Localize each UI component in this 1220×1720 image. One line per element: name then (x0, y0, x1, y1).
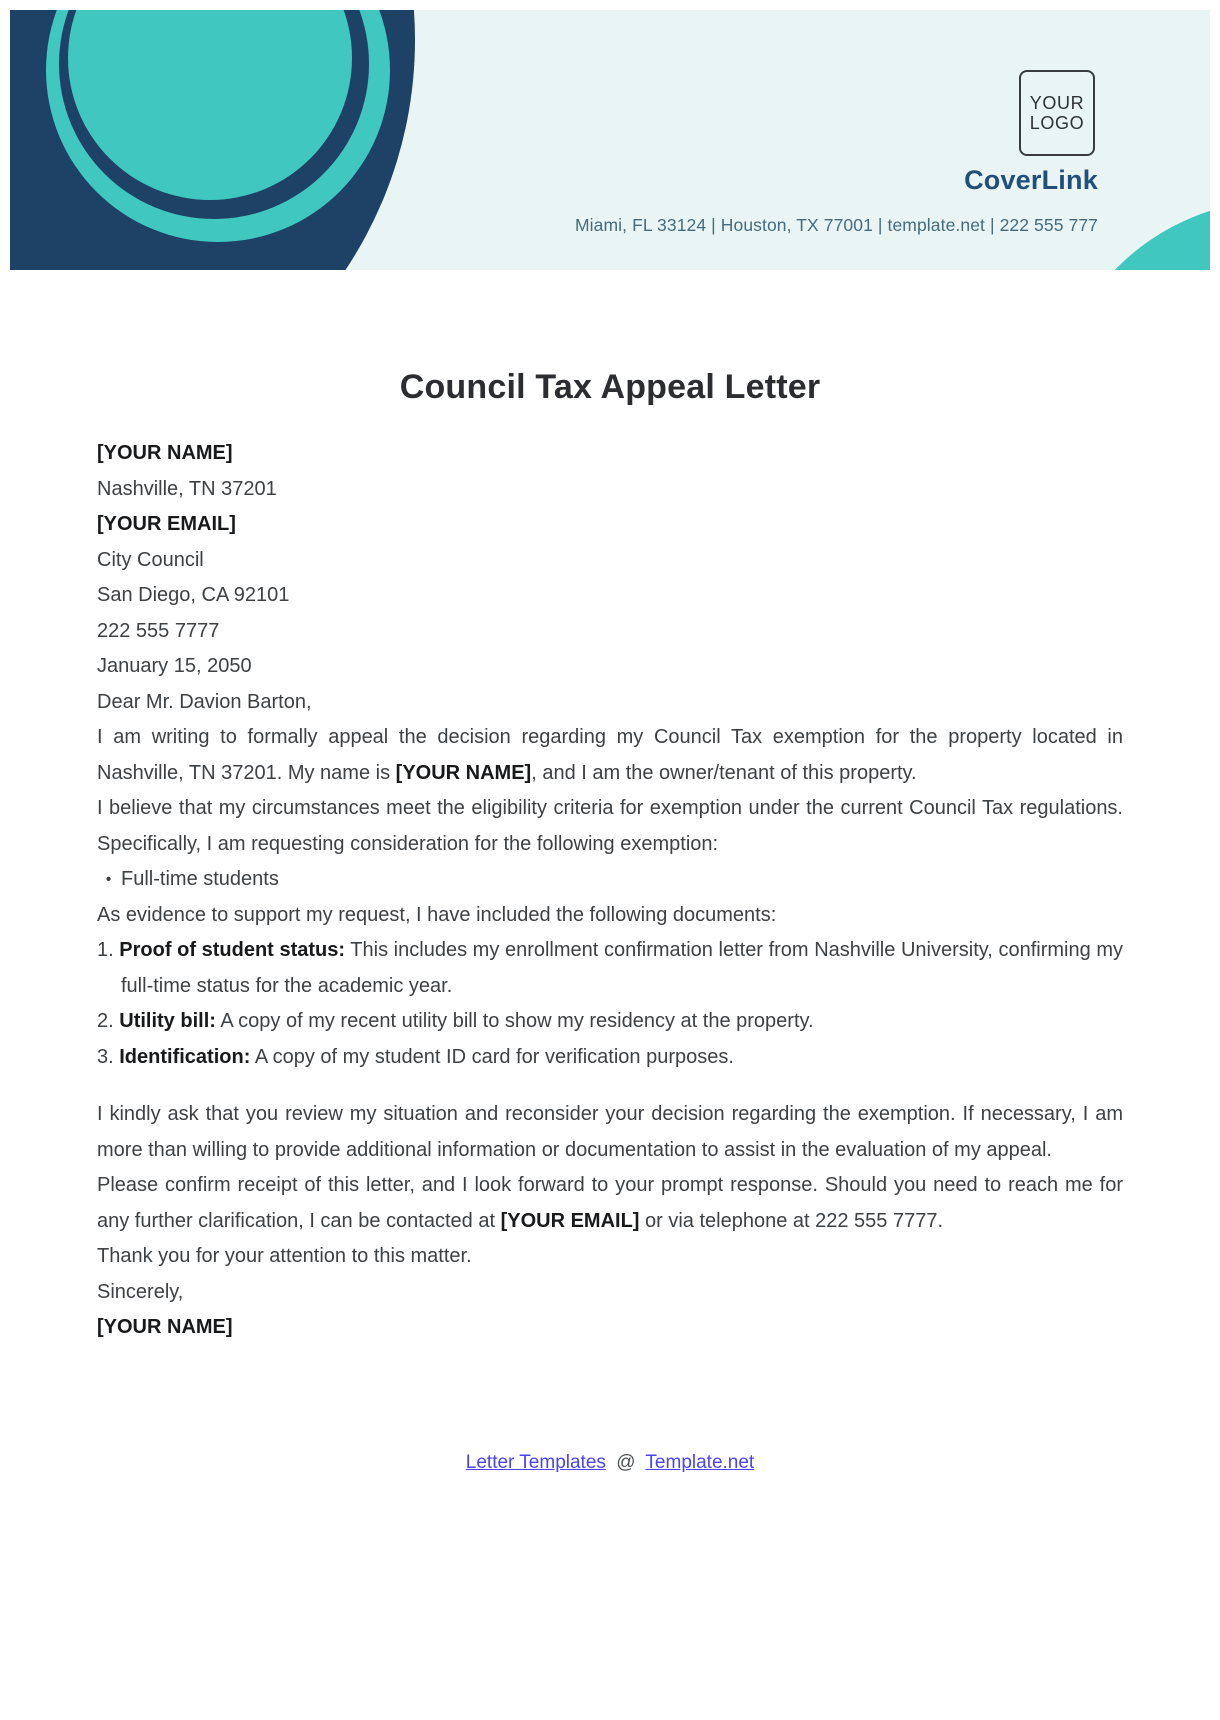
bold-text: [YOUR EMAIL] (97, 513, 236, 535)
letter-line (97, 578, 1123, 614)
footer-attribution (0, 1452, 1220, 1474)
list-number: 1. (97, 939, 120, 961)
body-text: San Diego, CA 92101 (97, 584, 290, 606)
body-text: January 15, 2050 (97, 655, 252, 677)
letter-paragraph (97, 1168, 1123, 1239)
body-text: I am writing to formally appeal the decision regarding my Council Tax exemption for the property located in Nashville, TN 37201. My name is (97, 726, 1123, 784)
letter-line (97, 436, 1123, 472)
numbered-list-item (97, 1040, 1123, 1076)
letter-body (97, 436, 1123, 1346)
body-text: I kindly ask that you review my situation and reconsider your decision regarding the exemption. If necessary, I am more than willing to provide additional information or documentation to assist in the evaluation of my appeal. (97, 1103, 1123, 1161)
letter-line (97, 614, 1123, 650)
bold-text: Identification: (119, 1045, 251, 1068)
brand-name: CoverLink (964, 165, 1098, 195)
bold-text: [YOUR NAME] (97, 1316, 233, 1338)
body-text: Please confirm receipt of this letter, and I look forward to your prompt response. Should you need to reach me for any further clarification, I can be contacted at (97, 1174, 1123, 1232)
body-text: Full-time students (121, 868, 279, 890)
bullet-dot: • (105, 870, 112, 888)
bullet-list-item (97, 862, 1123, 898)
template-net-link[interactable]: Template.net (645, 1452, 755, 1473)
letter-title: Council Tax Appeal Letter (399, 368, 821, 406)
body-text: I believe that my circumstances meet the eligibility criteria for exemption under the current Council Tax regulations. Specifically, I am requesting consideration for the following exemption: (97, 797, 1123, 855)
body-text: Thank you for your attention to this matter. (97, 1245, 472, 1267)
numbered-list-item (97, 1004, 1123, 1040)
list-number: 3. (97, 1045, 120, 1068)
letter-paragraph (97, 791, 1123, 862)
letter-line (97, 685, 1123, 721)
letter-line (97, 649, 1123, 685)
letter-line (97, 1239, 1123, 1275)
body-text: City Council (97, 548, 204, 571)
letterhead-banner (10, 10, 1210, 270)
logo-text-line2: LOGO (1029, 113, 1085, 133)
letter-line (97, 543, 1123, 579)
letter-line (97, 507, 1123, 543)
footer-separator: @ (616, 1452, 636, 1473)
body-text: Nashville, TN 37201 (97, 477, 277, 500)
letter-line (97, 472, 1123, 508)
body-text: This includes my enrollment confirmation letter from Nashville University, confirming my full-time status for the academic year. (121, 939, 1123, 997)
letter-templates-link[interactable]: Letter Templates (465, 1452, 606, 1473)
letter-line (97, 1275, 1123, 1311)
body-text: A copy of my student ID card for verification purposes. (250, 1045, 734, 1068)
contact-line: Miami, FL 33124 | Houston, TX 77001 | template.net | 222 555 777 (575, 215, 1098, 235)
logo-text-line1: YOUR (1029, 92, 1085, 113)
letter-paragraph (97, 720, 1123, 791)
bold-text: Proof of student status: (119, 939, 346, 961)
body-text: A copy of my recent utility bill to show my residency at the property. (215, 1010, 814, 1032)
numbered-list-item (97, 933, 1123, 1004)
paragraph-spacer (97, 1075, 1123, 1097)
bold-text: Utility bill: (119, 1010, 216, 1032)
body-text: , and I am the owner/tenant of this property. (531, 761, 917, 784)
letter-paragraph (97, 1097, 1123, 1168)
body-text: Sincerely, (97, 1280, 184, 1303)
letter-line (97, 898, 1123, 934)
body-text: As evidence to support my request, I have included the following documents: (97, 903, 777, 926)
body-text: Dear Mr. Davion Barton, (97, 690, 312, 713)
list-number: 2. (97, 1010, 120, 1032)
body-text: or via telephone at 222 555 7777. (639, 1209, 944, 1232)
body-text: 222 555 7777 (97, 619, 220, 642)
logo-placeholder (1019, 70, 1095, 156)
bold-text: [YOUR NAME] (395, 761, 532, 784)
bold-text: [YOUR EMAIL] (500, 1209, 640, 1232)
bold-text: [YOUR NAME] (97, 442, 233, 464)
letter-line (97, 1310, 1123, 1346)
